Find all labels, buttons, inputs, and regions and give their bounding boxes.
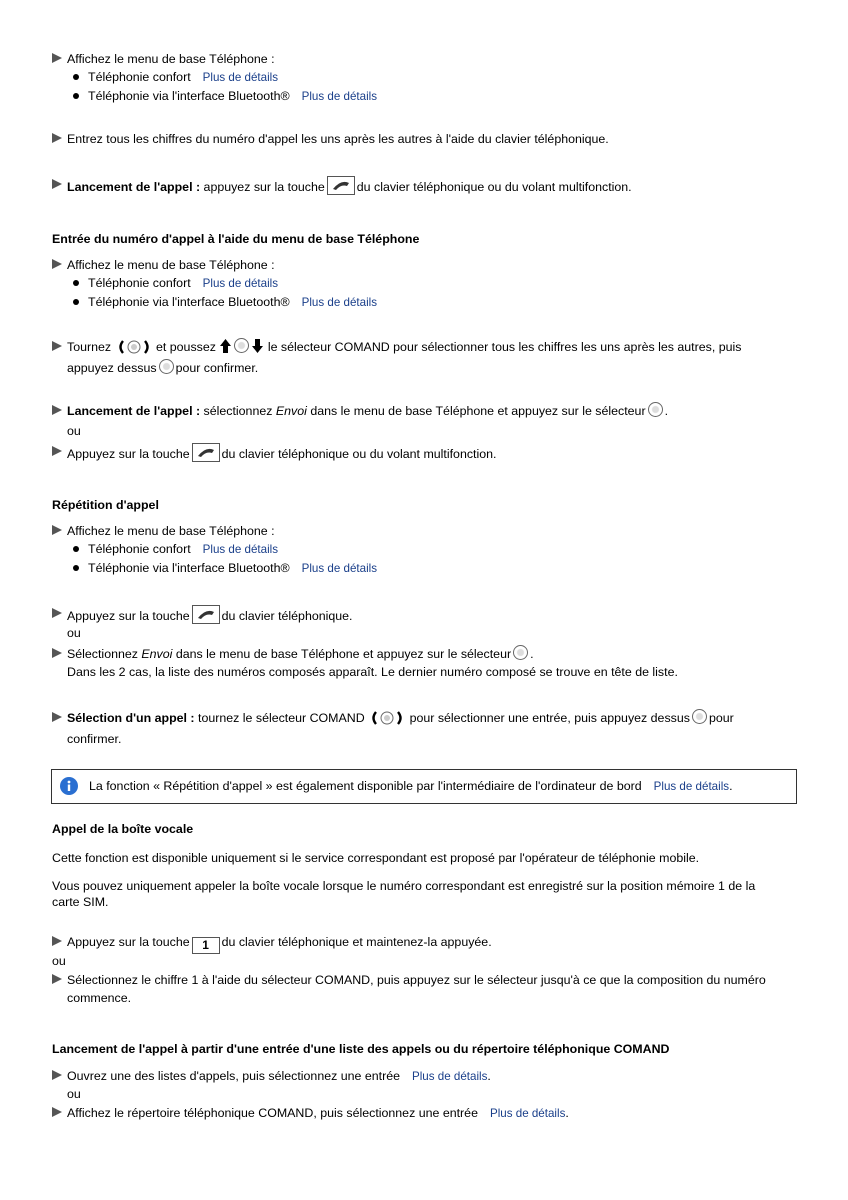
section-heading: Appel de la boîte vocale (52, 822, 194, 836)
list-item: Téléphonie via l'interface Bluetooth® Plus de détails (73, 87, 377, 106)
section-heading: Lancement de l'appel à partir d'une entrée d'une liste des appels ou du répertoire téléphonique COMAND (52, 1042, 670, 1056)
step: Affichez le menu de base Téléphone : (52, 50, 802, 68)
arrow-bullet-icon (52, 133, 62, 143)
more-details-link[interactable]: Plus de détails (301, 562, 378, 575)
step: Sélectionnez Envoi dans le menu de base Téléphone et appuyez sur le sélecteur . Dans les 2 cas, la liste des numéros composés apparaît. Le dernier numéro composé se trouve en tête de liste. (52, 645, 802, 681)
rotate-selector-icon (370, 711, 404, 730)
or-text: ou (67, 626, 81, 640)
or-text: ou (67, 424, 81, 438)
rotate-selector-icon (117, 340, 151, 359)
step: Sélection d'un appel : tournez le sélecteur COMAND pour sélectionner une entrée, puis appuyez dessus pour confirmer. (52, 709, 802, 748)
section-heading: Répétition d'appel (52, 498, 159, 512)
arrow-bullet-icon (52, 53, 62, 63)
arrow-up-icon (220, 339, 231, 358)
step: Entrez tous les chiffres du numéro d'appel les uns après les autres à l'aide du clavier téléphonique. (52, 130, 802, 148)
paragraph: Cette fonction est disponible uniquement si le service correspondant est proposé par l'opérateur de téléphonie mobile. (52, 851, 700, 865)
more-details-link[interactable]: Plus de détails (653, 780, 730, 793)
arrow-bullet-icon (52, 648, 62, 658)
step: Lancement de l'appel : sélectionnez Envoi dans le menu de base Téléphone et appuyez sur le sélecteur . (52, 402, 802, 420)
more-details-link[interactable]: Plus de détails (301, 90, 378, 103)
phone-key-icon (327, 176, 355, 195)
arrow-bullet-icon (52, 179, 62, 189)
step: Appuyez sur la touche 1 du clavier téléphonique et maintenez-la appuyée. (52, 933, 802, 954)
arrow-bullet-icon (52, 341, 62, 351)
arrow-bullet-icon (52, 446, 62, 456)
step: Affichez le menu de base Téléphone : (52, 522, 802, 540)
step: Sélectionnez le chiffre 1 à l'aide du sélecteur COMAND, puis appuyez sur le sélecteur jusqu'à ce que la composition du numéro commence. (52, 971, 802, 1007)
step: Tournez et poussez le sélecteur COMAND pour sélectionner tous les chiffres les uns après les autres, puis appuyez dessus pour confirmer. (52, 338, 802, 377)
arrow-bullet-icon (52, 936, 62, 946)
arrow-bullet-icon (52, 1070, 62, 1080)
step: Lancement de l'appel : appuyez sur la touche du clavier téléphonique ou du volant multifonction. (52, 176, 802, 196)
press-selector-icon (648, 402, 663, 417)
list-item: Téléphonie confort Plus de détails (73, 540, 278, 559)
selector-knob-icon (234, 338, 249, 353)
list-item: Téléphonie via l'interface Bluetooth® Plus de détails (73, 559, 377, 578)
step: Appuyez sur la touche du clavier téléphonique ou du volant multifonction. (52, 443, 802, 463)
paragraph: Vous pouvez uniquement appeler la boîte vocale lorsque le numéro correspondant est enregistré sur la position mémoire 1 de la carte SIM. (52, 879, 756, 909)
arrow-bullet-icon (52, 259, 62, 269)
arrow-bullet-icon (52, 608, 62, 618)
bullet-icon (73, 546, 79, 552)
bullet-icon (73, 280, 79, 286)
section-heading: Entrée du numéro d'appel à l'aide du menu de base Téléphone (52, 232, 420, 246)
step: Appuyez sur la touche du clavier téléphonique. (52, 605, 802, 625)
step: Affichez le menu de base Téléphone : (52, 256, 802, 274)
more-details-link[interactable]: Plus de détails (301, 296, 378, 309)
more-details-link[interactable]: Plus de détails (489, 1107, 566, 1120)
arrow-bullet-icon (52, 974, 62, 984)
bullet-icon (73, 565, 79, 571)
info-note: La fonction « Répétition d'appel » est également disponible par l'intermédiaire de l'ordinateur de bord Plus de détails. (51, 769, 797, 804)
arrow-bullet-icon (52, 405, 62, 415)
more-details-link[interactable]: Plus de détails (412, 1070, 488, 1083)
bullet-icon (73, 299, 79, 305)
arrow-bullet-icon (52, 525, 62, 535)
arrow-bullet-icon (52, 1107, 62, 1117)
arrow-bullet-icon (52, 712, 62, 722)
more-details-link[interactable]: Plus de détails (202, 71, 279, 84)
list-item: Téléphonie confort Plus de détails (73, 68, 278, 87)
info-icon (60, 777, 78, 798)
more-details-link[interactable]: Plus de détails (202, 543, 279, 556)
more-details-link[interactable]: Plus de détails (202, 277, 279, 290)
press-selector-icon (692, 709, 707, 724)
or-text: ou (52, 954, 66, 968)
press-selector-icon (159, 359, 174, 374)
phone-key-icon (192, 443, 220, 462)
or-text: ou (67, 1087, 81, 1101)
phone-key-icon (192, 605, 220, 624)
list-item: Téléphonie confort Plus de détails (73, 274, 278, 293)
step: Ouvrez une des listes d'appels, puis sélectionnez une entrée Plus de détails. (52, 1067, 802, 1086)
arrow-down-icon (252, 339, 263, 358)
bullet-icon (73, 93, 79, 99)
step: Affichez le répertoire téléphonique COMAND, puis sélectionnez une entrée Plus de détails. (52, 1104, 802, 1123)
list-item: Téléphonie via l'interface Bluetooth® Plus de détails (73, 293, 377, 312)
bullet-icon (73, 74, 79, 80)
number-key-1: 1 (192, 937, 220, 954)
press-selector-icon (513, 645, 528, 660)
